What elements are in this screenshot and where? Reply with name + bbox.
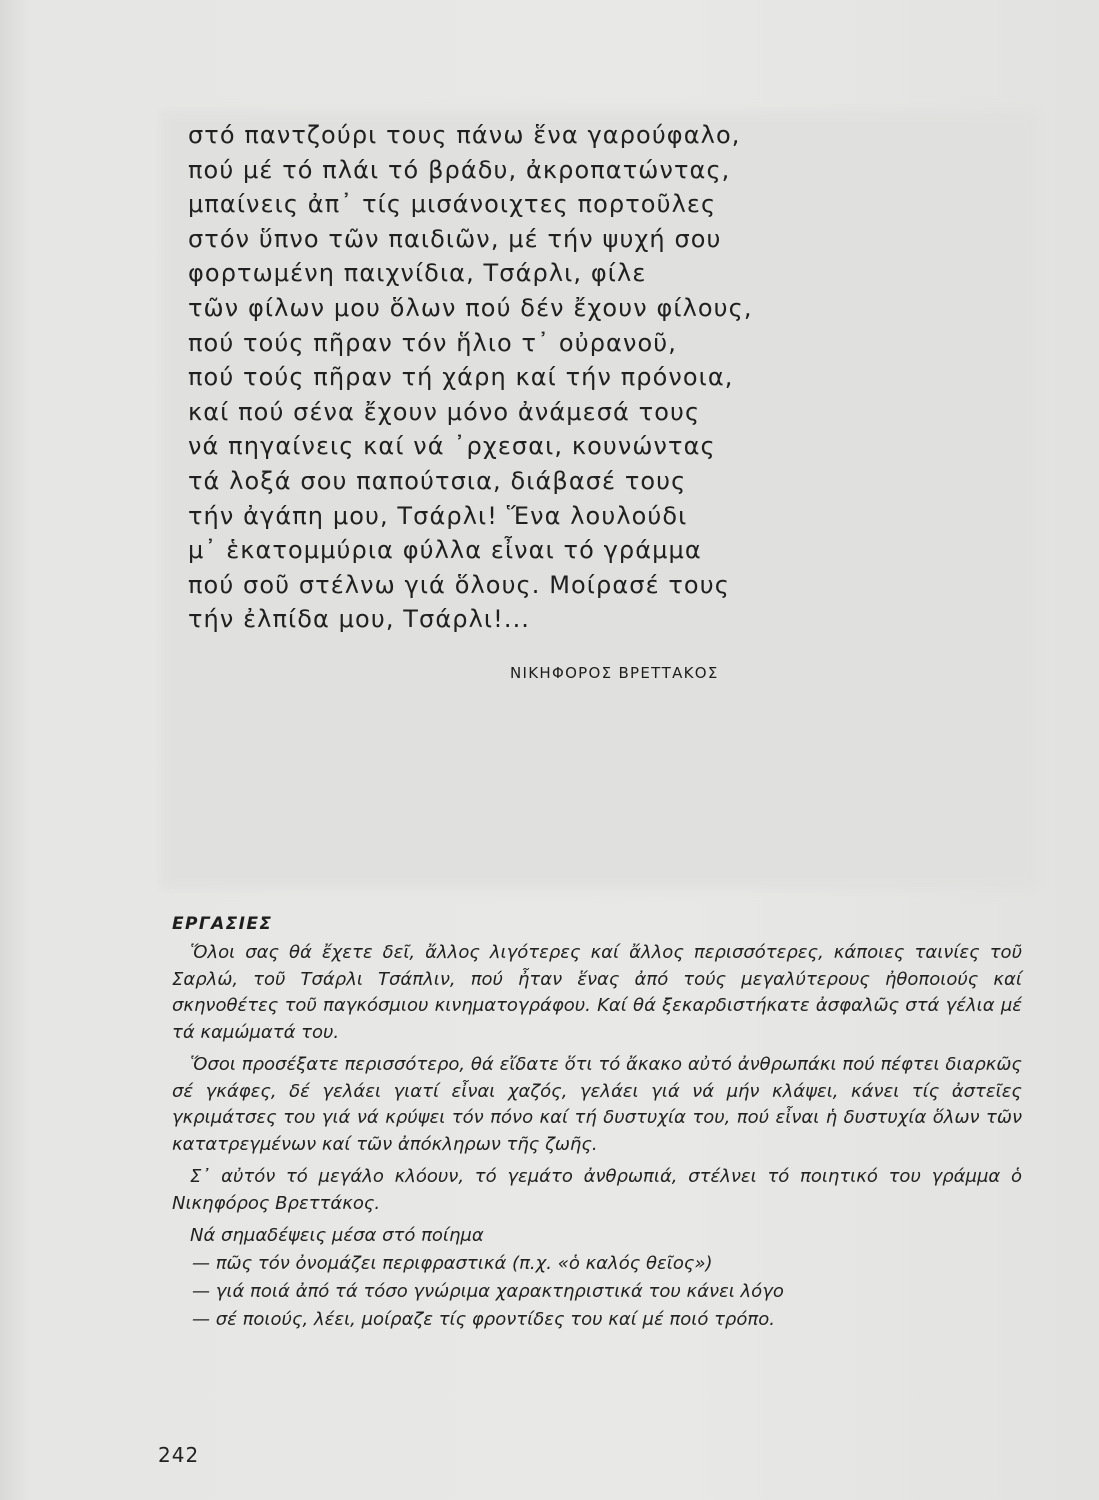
poem-line: καί πού σένα ἔχουν μόνο ἀνάμεσά τους [188,397,701,426]
tasks-question-list [172,1250,1022,1334]
poem-line: πού σοῦ στέλνω γιά ὅλους. Μοίρασέ τους [188,570,730,599]
question-item: — γιά ποιά ἀπό τά τόσο γνώριμα χαρακτηριστικά του κάνει λόγο [192,1280,784,1302]
poem-line: τήν ἀγάπη μου, Τσάρλι! Ἕνα λουλούδι [188,501,688,530]
poem-line: φορτωμένη παιχνίδια, Τσάρλι, φίλε [188,259,647,288]
tasks-paragraph: Ὅσοι προσέξατε περισσότερο, θά εἴδατε ὅτι τό ἄκακο αὐτό ἀνθρωπάκι πού πέφτει διαρκῶς σέ γκάφες, δέ γελάει γιατί εἶναι χαζός, γελάει γιά νά μήν κλάψει, κάνει τίς ἀστεῖες γκριμάτσες του γιά νά κρύψει τόν πόνο καί τή δυστυχία του, πού εἶναι ἡ δυστυχία ὅλων τῶν κατατρεγμένων καί τῶν ἀπόκληρων τῆς ζωῆς. [172,1054,1022,1155]
poem-line: μ᾿ ἑκατομμύρια φύλλα εἶναι τό γράμμα [188,536,702,565]
poem-line: πού τούς πῆραν τόν ἥλιο τ᾿ οὐρανοῦ, [188,328,677,357]
poem [188,118,808,637]
poem-line: τῶν φίλων μου ὅλων πού δέν ἔχουν φίλους, [188,293,753,322]
tasks-paragraph: Σ᾿ αὐτόν τό μεγάλο κλόουν, τό γεμάτο ἀνθρωπιά, στέλνει τό ποιητικό του γράμμα ὁ Νικηφόρος Βρεττάκος. [172,1166,1022,1214]
page-number: 242 [158,1443,200,1467]
tasks-section [172,914,1022,1334]
poem-line: τήν ἐλπίδα μου, Τσάρλι!... [188,605,531,634]
question-item: — σέ ποιούς, λέει, μοίραζε τίς φροντίδες του καί μέ ποιό τρόπο. [192,1308,775,1330]
poem-line: στόν ὕπνο τῶν παιδιῶν, μέ τήν ψυχή σου [188,224,722,253]
poem-line: πού μέ τό πλάι τό βράδυ, ἀκροπατώντας, [188,155,731,184]
poem-line: νά πηγαίνεις καί νά ᾿ρχεσαι, κουνώντας [188,432,716,461]
poem-line: στό παντζούρι τους πάνω ἕνα γαρούφαλο, [188,121,741,149]
poem-line: πού τούς πῆραν τή χάρη καί τήν πρόνοια, [188,363,734,392]
tasks-paragraph: Ὅλοι σας θά ἔχετε δεῖ, ἄλλος λιγότερες καί ἄλλος περισσότερες, κάποιες ταινίες τοῦ Σαρλώ, τοῦ Τσάρλι Τσάπλιν, πού ἦταν ἕνας ἀπό τούς μεγαλύτερους ἠθοποιούς καί σκηνοθέτες τοῦ παγκόσμιου κινηματογράφου. Καί θά ξεκαρδιστήκατε ἀσφαλῶς στά γέλια μέ τά καμώματά του. [172,942,1022,1043]
poem-author: ΝΙΚΗΦΟΡΟΣ ΒΡΕΤΤΑΚΟΣ [510,664,719,682]
tasks-instruction: Νά σημαδέψεις μέσα στό ποίημα [190,1225,484,1246]
tasks-heading: ΕΡΓΑΣΙΕΣ [172,914,273,934]
poem-line: τά λοξά σου παπούτσια, διάβασέ τους [188,466,687,495]
poem-line: μπαίνεις ἀπ᾿ τίς μισάνοιχτες πορτοῦλες [188,190,717,219]
question-item: — πῶς τόν ὀνομάζει περιφραστικά (π.χ. «ὁ καλός θεῖος») [192,1252,713,1274]
